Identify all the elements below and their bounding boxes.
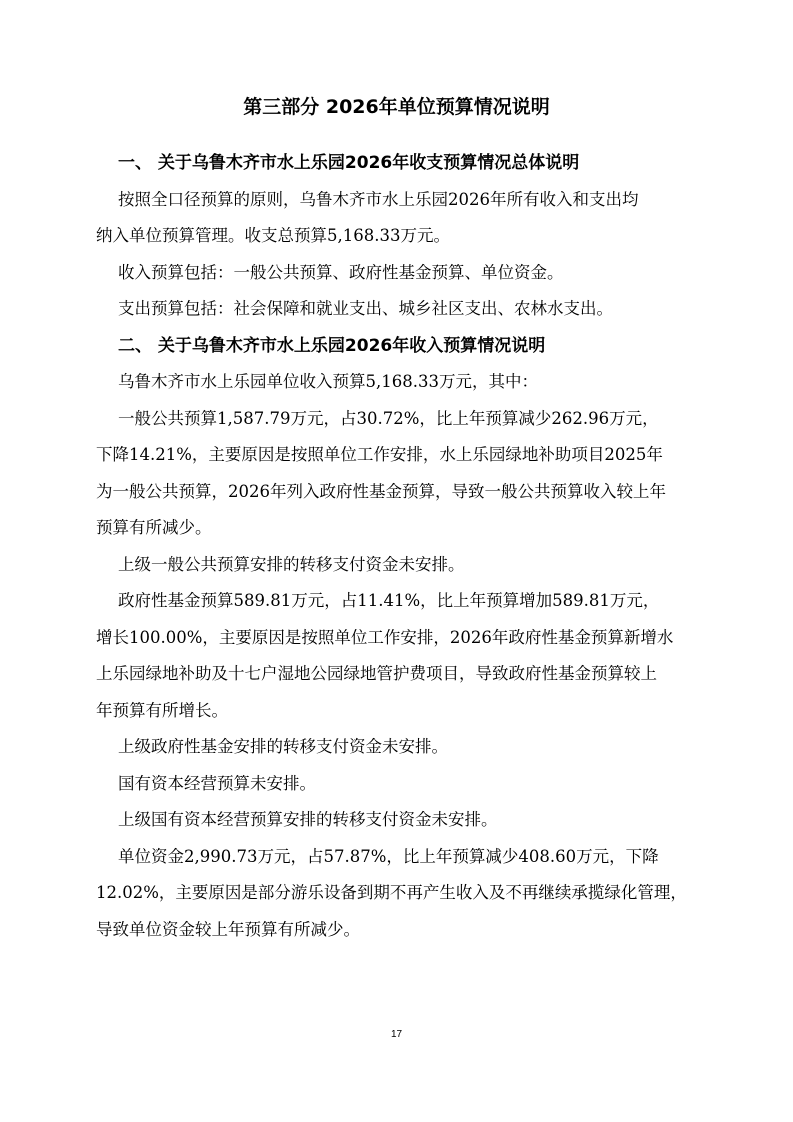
paragraph-line: 预算有所减少。 — [96, 518, 212, 537]
paragraph-line: 纳入单位预算管理。收支总预算5,168.33万元。 — [96, 226, 450, 245]
paragraph — [118, 291, 700, 328]
paragraph-line: 一般公共预算1,587.79万元，占30.72%，比上年预算减少262.96万元， — [118, 408, 659, 428]
paragraph-line: 按照全口径预算的原则，乌鲁木齐市水上乐园2026年所有收入和支出均 — [118, 189, 639, 209]
paragraph-line: 单位资金2,990.73万元，占57.87%，比上年预算减少408.60万元，下降 — [118, 846, 659, 866]
paragraph-line: 乌鲁木齐市水上乐园单位收入预算5,168.33万元，其中： — [118, 372, 538, 391]
paragraph-line: 上级国有资本经营预算安排的转移支付资金未安排。 — [118, 810, 498, 829]
document-body — [96, 145, 700, 948]
section-heading: 二、 关于乌鲁木齐市水上乐园2026年收入预算情况说明 — [118, 335, 546, 356]
paragraph-line: 上乐园绿地补助及十七户湿地公园绿地管护费项目，导致政府性基金预算较上 — [96, 664, 657, 683]
paragraph-line: 年预算有所增长。 — [96, 700, 228, 720]
paragraph-line: 导致单位资金较上年预算有所减少。 — [96, 919, 360, 939]
paragraph — [96, 583, 700, 729]
paragraph-line: 增长100.00%，主要原因是按照单位工作安排，2026年政府性基金预算新增水 — [96, 627, 674, 647]
paragraph-line: 政府性基金预算589.81万元，占11.41%，比上年预算增加589.81万元， — [118, 591, 660, 610]
paragraph-line: 国有资本经营预算未安排。 — [118, 773, 316, 793]
paragraph — [118, 729, 700, 766]
paragraph — [96, 182, 700, 255]
section-heading: 一、 关于乌鲁木齐市水上乐园2026年收支预算情况总体说明 — [118, 153, 580, 173]
paragraph — [96, 401, 700, 547]
paragraph-line: 上级一般公共预算安排的转移支付资金未安排。 — [118, 554, 465, 574]
paragraph — [118, 802, 700, 839]
paragraph — [118, 547, 700, 584]
page-number: 17 — [390, 1029, 403, 1040]
paragraph — [118, 364, 700, 401]
paragraph — [118, 255, 700, 292]
paragraph-line: 为一般公共预算，2026年列入政府性基金预算，导致一般公共预算收入较上年 — [96, 481, 666, 501]
paragraph — [96, 839, 700, 949]
paragraph-line: 支出预算包括：社会保障和就业支出、城乡社区支出、农林水支出。 — [118, 299, 613, 318]
paragraph-line: 收入预算包括：一般公共预算、政府性基金预算、单位资金。 — [118, 262, 564, 282]
paragraph-line: 下降14.21%，主要原因是按照单位工作安排，水上乐园绿地补助项目2025年 — [96, 445, 663, 464]
page-title: 第三部分 2026年单位预算情况说明 — [243, 96, 550, 118]
paragraph — [118, 766, 700, 803]
paragraph-line: 上级政府性基金安排的转移支付资金未安排。 — [118, 737, 448, 756]
paragraph-line: 12.02%，主要原因是部分游乐设备到期不再产生收入及不再继续承揽绿化管理， — [96, 883, 687, 902]
